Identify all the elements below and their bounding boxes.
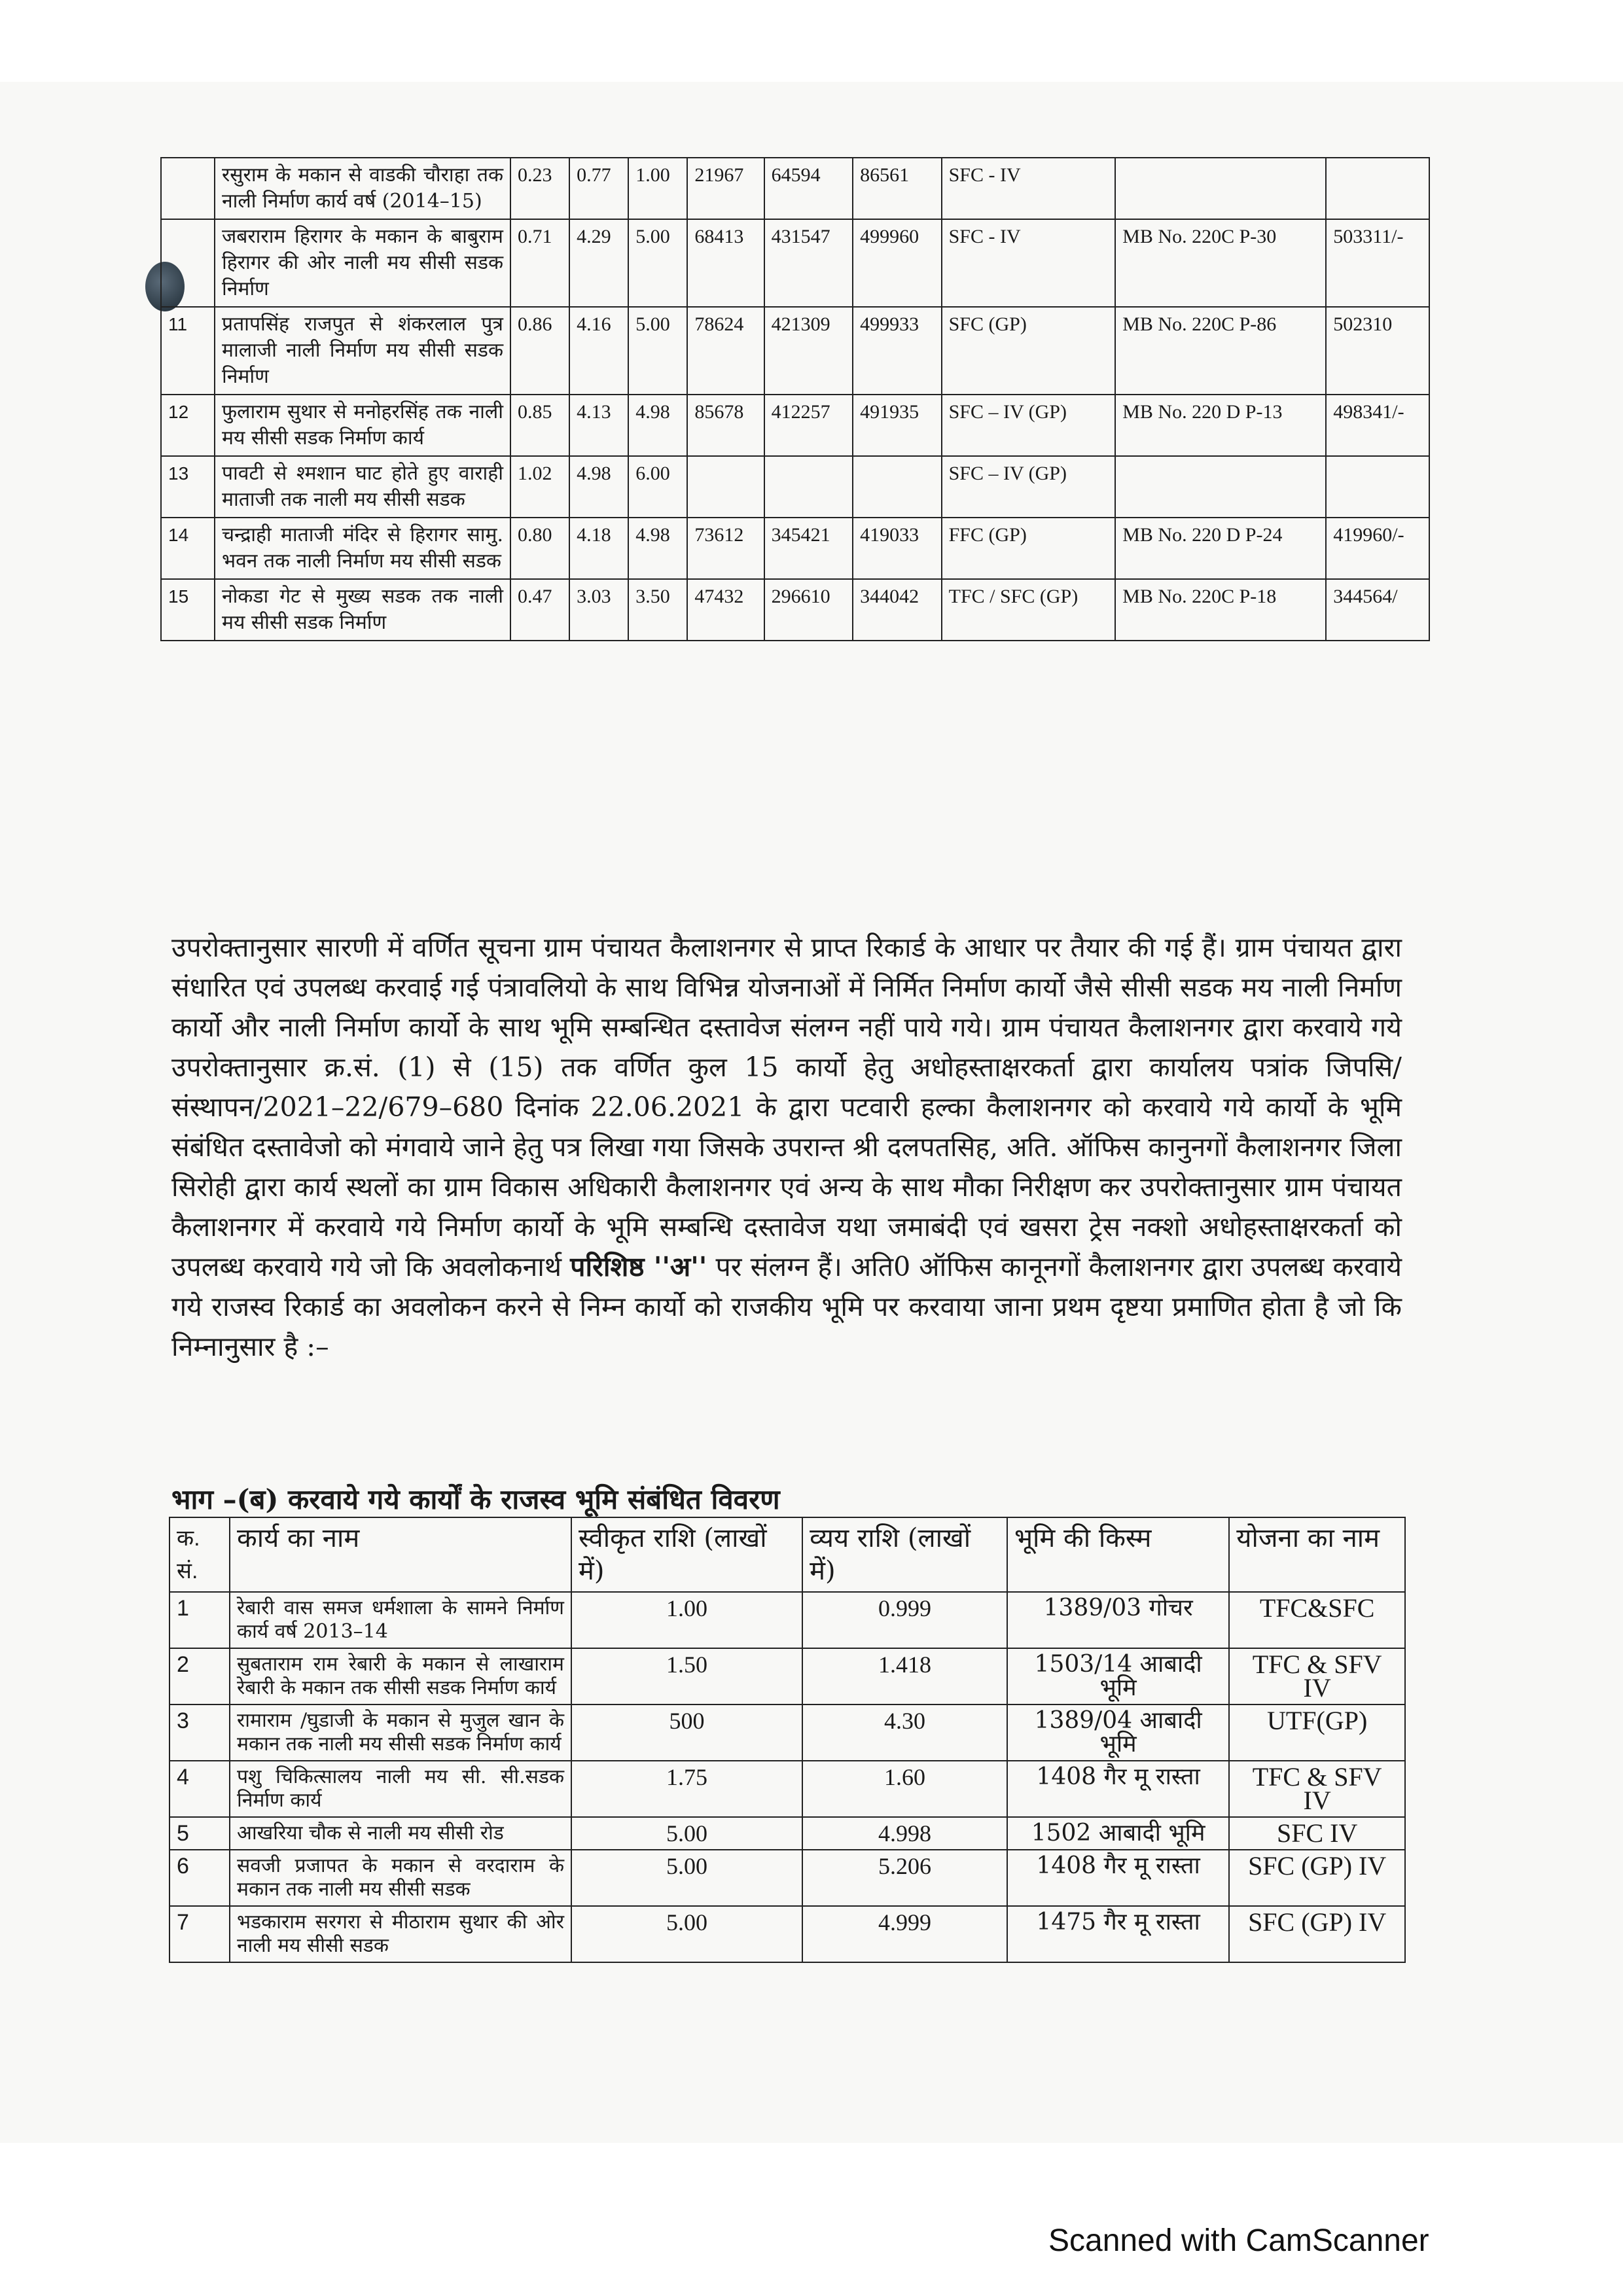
- row-description: रेबारी वास समज धर्मशाला के सामने निर्माण कार्य वर्ष 2013–14: [230, 1592, 571, 1648]
- row-scheme: FFC (GP): [942, 518, 1116, 579]
- row-serial: 1: [169, 1592, 230, 1648]
- row-value-2: 4.16: [569, 307, 628, 395]
- row-value-5: 412257: [764, 395, 853, 456]
- row-description: चन्द्राही माताजी मंदिर से हिरागर सामु. भवन तक नाली निर्माण मय सीसी सडक: [215, 518, 510, 579]
- row-scheme: TFC&SFC: [1229, 1592, 1405, 1648]
- row-value-4: 73612: [687, 518, 764, 579]
- row-scheme: TFC & SFV IV: [1229, 1648, 1405, 1704]
- row-amount: 502310: [1326, 307, 1429, 395]
- table-row: [169, 1704, 1405, 1761]
- row-spent: 4.30: [802, 1704, 1007, 1761]
- row-value-6: 499933: [853, 307, 941, 395]
- row-description: नोकडा गेट से मुख्य सडक तक नाली मय सीसी सडक निर्माण: [215, 579, 510, 641]
- row-value-3: 1.00: [628, 158, 687, 219]
- row-value-4: 78624: [687, 307, 764, 395]
- row-serial: 5: [169, 1817, 230, 1850]
- appendix-reference: परिशिष्ठ ''अ'': [570, 1251, 707, 1282]
- row-amount: 344564/: [1326, 579, 1429, 641]
- row-value-4: [687, 456, 764, 518]
- row-sanctioned: 1.00: [571, 1592, 802, 1648]
- row-scheme: SFC – IV (GP): [942, 456, 1116, 518]
- works-table-part-a: [160, 157, 1430, 641]
- row-description: भडकाराम सरगरा से मीठाराम सुथार की ओर नाली मय सीसी सडक: [230, 1906, 571, 1962]
- revenue-table-body: [169, 1592, 1405, 1962]
- row-mb-ref: MB No. 220C P-18: [1115, 579, 1326, 641]
- row-description: आखरिया चौक से नाली मय सीसी रोड: [230, 1817, 571, 1850]
- row-serial: 14: [161, 518, 215, 579]
- row-value-3: 5.00: [628, 219, 687, 307]
- row-scheme: SFC (GP) IV: [1229, 1906, 1405, 1962]
- row-amount: 419960/-: [1326, 518, 1429, 579]
- row-value-6: 499960: [853, 219, 941, 307]
- row-serial: 7: [169, 1906, 230, 1962]
- row-scheme: SFC - IV: [942, 219, 1116, 307]
- row-amount: 498341/-: [1326, 395, 1429, 456]
- row-scheme: TFC & SFV IV: [1229, 1761, 1405, 1817]
- row-value-3: 4.98: [628, 518, 687, 579]
- row-serial: 12: [161, 395, 215, 456]
- row-sanctioned: 5.00: [571, 1817, 802, 1850]
- row-spent: 5.206: [802, 1850, 1007, 1906]
- row-scheme: TFC / SFC (GP): [942, 579, 1116, 641]
- table-row: [161, 579, 1429, 641]
- row-value-3: 6.00: [628, 456, 687, 518]
- paragraph-text-before: उपरोक्तानुसार सारणी में वर्णित सूचना ग्राम पंचायत कैलाशनगर से प्राप्त रिकार्ड के आधार पर तैयार की गई हैं। ग्राम पंचायत द्वारा संधारित एवं उपलब्ध करवाई गई पंत्रावलियो के साथ विभिन्न योजनाओं में निर्मित निर्माण कार्यो जैसे सीसी सडक मय नाली निर्माण कार्यो और नाली निर्माण कार्यो के साथ भूमि सम्बन्धित दस्तावेज संलग्न नहीं पाये गये। ग्राम पंचायत कैलाशनगर द्वारा करवाये गये उपरोक्तानुसार क्र.सं. (1) से (15) तक वर्णित कुल 15 कार्यो हेतु अधोहस्ताक्षरकर्ता द्वारा कार्यालय पत्रांक जिपसि/संस्थापन/2021–22/679–680 दिनांक 22.06.2021 के द्वारा पटवारी हल्का कैलाशनगर को करवाये गये कार्यो के भूमि संबंधित दस्तावेजो को मंगवाये जाने हेतु पत्र लिखा गया जिसके उपरान्त श्री दलपतसिह, अति. ऑफिस कानुनगों कैलाशनगर जिला सिरोही द्वारा कार्य स्थलों का ग्राम विकास अधिकारी कैलाशनगर एवं अन्य के साथ मौका निरीक्षण कर उपरोक्तानुसार ग्राम पंचायत कैलाशनगर में करवाये गये निर्माण कार्यो के भूमि सम्बन्धि दस्तावेज यथा जमाबंदी एवं खसरा ट्रेस नक्शो अधोहस्ताक्षरकर्ता को उपलब्ध करवाये गये जो कि अवलोकनार्थ: [171, 932, 1402, 1282]
- row-land-type: 1408 गैर मू रास्ता: [1007, 1761, 1229, 1817]
- row-mb-ref: MB No. 220C P-30: [1115, 219, 1326, 307]
- row-value-5: [764, 456, 853, 518]
- table-row: [161, 219, 1429, 307]
- row-spent: 1.418: [802, 1648, 1007, 1704]
- row-land-type: 1389/04 आबादी भूमि: [1007, 1704, 1229, 1761]
- row-value-2: 3.03: [569, 579, 628, 641]
- header-scheme: योजना का नाम: [1229, 1517, 1405, 1592]
- row-mb-ref: [1115, 158, 1326, 219]
- row-value-4: 85678: [687, 395, 764, 456]
- header-sanctioned: स्वीकृत राशि (लाखों में): [571, 1517, 802, 1592]
- row-value-4: 47432: [687, 579, 764, 641]
- row-description: सवजी प्रजापत के मकान से वरदाराम के मकान तक नाली मय सीसी सडक: [230, 1850, 571, 1906]
- row-description: पशु चिकित्सालय नाली मय सी. सी.सडक निर्माण कार्य: [230, 1761, 571, 1817]
- row-serial: 3: [169, 1704, 230, 1761]
- row-value-1: 0.71: [510, 219, 569, 307]
- section-b-heading: भाग –(ब) करवाये गये कार्यों के राजस्व भूमि संबंधित विवरण: [171, 1483, 780, 1515]
- row-spent: 4.998: [802, 1817, 1007, 1850]
- row-description: पावटी से श्मशान घाट होते हुए वाराही माताजी तक नाली मय सीसी सडक: [215, 456, 510, 518]
- row-value-2: 4.98: [569, 456, 628, 518]
- row-mb-ref: MB No. 220 D P-13: [1115, 395, 1326, 456]
- row-amount: [1326, 456, 1429, 518]
- row-sanctioned: 5.00: [571, 1850, 802, 1906]
- row-scheme: SFC IV: [1229, 1817, 1405, 1850]
- header-land-type: भूमि की किस्म: [1007, 1517, 1229, 1592]
- row-sanctioned: 5.00: [571, 1906, 802, 1962]
- row-serial: [161, 219, 215, 307]
- table-row: [161, 307, 1429, 395]
- table-row: [161, 518, 1429, 579]
- row-value-6: [853, 456, 941, 518]
- row-value-2: 4.13: [569, 395, 628, 456]
- row-mb-ref: MB No. 220C P-86: [1115, 307, 1326, 395]
- table-row: [169, 1761, 1405, 1817]
- row-land-type: 1408 गैर मू रास्ता: [1007, 1850, 1229, 1906]
- row-land-type: 1503/14 आबादी भूमि: [1007, 1648, 1229, 1704]
- row-value-5: 64594: [764, 158, 853, 219]
- row-value-3: 4.98: [628, 395, 687, 456]
- row-value-3: 5.00: [628, 307, 687, 395]
- row-value-4: 68413: [687, 219, 764, 307]
- row-spent: 1.60: [802, 1761, 1007, 1817]
- row-amount: [1326, 158, 1429, 219]
- row-mb-ref: [1115, 456, 1326, 518]
- row-serial: 15: [161, 579, 215, 641]
- row-value-1: 0.80: [510, 518, 569, 579]
- row-value-5: 431547: [764, 219, 853, 307]
- scanner-watermark: Scanned with CamScanner: [1048, 2223, 1429, 2258]
- row-spent: 0.999: [802, 1592, 1007, 1648]
- row-value-5: 345421: [764, 518, 853, 579]
- header-serial: क. सं.: [169, 1517, 230, 1592]
- paragraph-text-after: पर संलग्न हैं। अति0 ऑफिस कानूनगों कैलाशनगर द्वारा उपलब्ध करवाये गये राजस्व रिकार्ड का अवलोकन करने से निम्न कार्यो को राजकीय भूमि पर करवाया जाना प्रथम दृष्टया प्रमाणित होता है जो कि निम्नानुसार है :–: [171, 1251, 1402, 1362]
- row-scheme: UTF(GP): [1229, 1704, 1405, 1761]
- table-row: [169, 1850, 1405, 1906]
- works-table-body: [161, 158, 1429, 641]
- row-amount: 503311/-: [1326, 219, 1429, 307]
- table-row: [161, 456, 1429, 518]
- row-serial: 13: [161, 456, 215, 518]
- table-row: [169, 1906, 1405, 1962]
- row-land-type: 1475 गैर मू रास्ता: [1007, 1906, 1229, 1962]
- row-scheme: SFC (GP): [942, 307, 1116, 395]
- row-description: सुबताराम राम रेबारी के मकान से लाखाराम रेबारी के मकान तक सीसी सडक निर्माण कार्य: [230, 1648, 571, 1704]
- row-value-4: 21967: [687, 158, 764, 219]
- summary-paragraph: [171, 928, 1402, 1367]
- table-row: [161, 158, 1429, 219]
- row-spent: 4.999: [802, 1906, 1007, 1962]
- row-description: जबराराम हिरागर के मकान के बाबुराम हिरागर की ओर नाली मय सीसी सडक निर्माण: [215, 219, 510, 307]
- row-serial: 4: [169, 1761, 230, 1817]
- row-serial: 6: [169, 1850, 230, 1906]
- row-serial: 2: [169, 1648, 230, 1704]
- row-sanctioned: 1.50: [571, 1648, 802, 1704]
- row-mb-ref: MB No. 220 D P-24: [1115, 518, 1326, 579]
- row-value-1: 1.02: [510, 456, 569, 518]
- row-scheme: SFC (GP) IV: [1229, 1850, 1405, 1906]
- row-value-1: 0.85: [510, 395, 569, 456]
- row-description: रामाराम /घुडाजी के मकान से मुजुल खान के मकान तक नाली मय सीसी सडक निर्माण कार्य: [230, 1704, 571, 1761]
- row-value-2: 0.77: [569, 158, 628, 219]
- row-value-1: 0.47: [510, 579, 569, 641]
- row-value-6: 419033: [853, 518, 941, 579]
- table-row: [161, 395, 1429, 456]
- row-value-1: 0.86: [510, 307, 569, 395]
- table-row: [169, 1648, 1405, 1704]
- row-value-5: 421309: [764, 307, 853, 395]
- row-scheme: SFC – IV (GP): [942, 395, 1116, 456]
- revenue-land-table: [169, 1517, 1406, 1963]
- table-row: [169, 1592, 1405, 1648]
- row-sanctioned: 500: [571, 1704, 802, 1761]
- header-spent: व्यय राशि (लाखों में): [802, 1517, 1007, 1592]
- row-value-6: 344042: [853, 579, 941, 641]
- row-serial: 11: [161, 307, 215, 395]
- scan-margin-bottom: [0, 2143, 1623, 2296]
- header-work-name: कार्य का नाम: [230, 1517, 571, 1592]
- row-value-2: 4.29: [569, 219, 628, 307]
- row-description: रसुराम के मकान से वाडकी चौराहा तक नाली निर्माण कार्य वर्ष (2014–15): [215, 158, 510, 219]
- row-serial: [161, 158, 215, 219]
- row-value-2: 4.18: [569, 518, 628, 579]
- row-value-5: 296610: [764, 579, 853, 641]
- row-value-6: 86561: [853, 158, 941, 219]
- table-row: [169, 1817, 1405, 1850]
- row-scheme: SFC - IV: [942, 158, 1116, 219]
- row-value-1: 0.23: [510, 158, 569, 219]
- row-description: फुलाराम सुथार से मनोहरसिंह तक नाली मय सीसी सडक निर्माण कार्य: [215, 395, 510, 456]
- scan-margin-top: [0, 0, 1623, 82]
- row-land-type: 1502 आबादी भूमि: [1007, 1817, 1229, 1850]
- row-land-type: 1389/03 गोचर: [1007, 1592, 1229, 1648]
- row-description: प्रतापसिंह राजपुत से शंकरलाल पुत्र मालाजी नाली निर्माण मय सीसी सडक निर्माण: [215, 307, 510, 395]
- row-value-3: 3.50: [628, 579, 687, 641]
- row-sanctioned: 1.75: [571, 1761, 802, 1817]
- row-value-6: 491935: [853, 395, 941, 456]
- table-header-row: [169, 1517, 1405, 1592]
